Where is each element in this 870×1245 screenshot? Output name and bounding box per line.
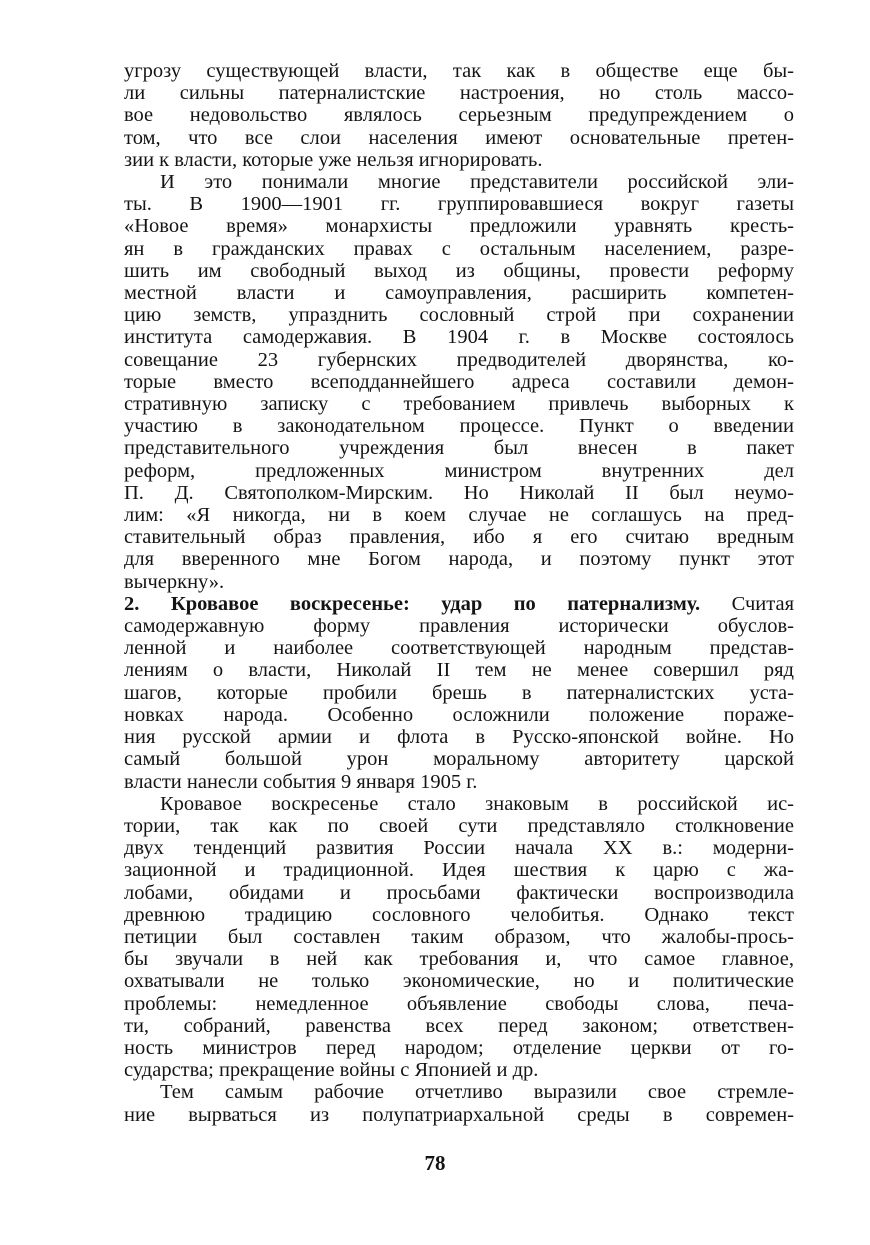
text-line: ленной и наиболее соответствующей народным представ- <box>124 637 794 660</box>
section-paragraph <box>124 593 794 793</box>
text-line: вычеркну». <box>124 570 225 593</box>
text-line: том, что все слои населения имеют основательные претен- <box>124 126 794 149</box>
text-line: И это понимали многие представители российской эли- <box>160 171 794 194</box>
text-line: ния русской армии и флота в Русско-японской войне. Но <box>124 726 794 749</box>
text-line: ты. В 1900—1901 гг. группировавшиеся вокруг газеты <box>124 193 794 216</box>
text-line: П. Д. Святополком-Мирским. Но Николай II был неумо- <box>124 481 794 504</box>
paragraph-1 <box>124 60 794 171</box>
page-body <box>124 60 794 1126</box>
text-line: торые вместо всеподданнейшего адреса составили демон- <box>124 370 794 393</box>
text-line: угрозу существующей власти, так как в обществе еще бы- <box>124 60 794 82</box>
page-number: 78 <box>424 1151 446 1175</box>
text-line: бы звучали в ней как требования и, что самое главное, <box>124 948 794 971</box>
text-line: местной власти и самоуправления, расширить компетен- <box>124 282 794 305</box>
paragraph-2 <box>124 171 794 593</box>
text-line: лим: «Я никогда, ни в коем случае не соглашусь на пред- <box>124 504 794 527</box>
text-line: вое недовольство являлось серьезным предупреждением о <box>124 104 794 127</box>
text-line: участию в законодательном процессе. Пункт о введении <box>124 415 794 438</box>
text-line: института самодержавия. В 1904 г. в Москве состоялось <box>124 326 794 349</box>
section-heading: 2. Кровавое воскресенье: удар по патернализму. <box>124 592 701 615</box>
text-line: самый большой урон моральному авторитету царской <box>124 748 794 771</box>
text-line: петиции был составлен таким образом, что жалобы-прось- <box>124 925 794 948</box>
text-line: ность министров перед народом; отделение церкви от го- <box>124 1036 794 1059</box>
text-line: реформ, предложенных министром внутренних дел <box>124 459 794 482</box>
text-line: лобами, обидами и просьбами фактически воспроизводила <box>124 881 794 904</box>
text-line: тории, так как по своей сути представляло столкновение <box>124 814 794 837</box>
text-line: стративную записку с требованием привлечь выборных к <box>124 393 794 416</box>
text-line: для вверенного мне Богом народа, и поэтому пункт этот <box>124 548 794 571</box>
text-line: зационной и традиционной. Идея шествия к царю с жа- <box>124 859 794 882</box>
text-line: власти нанесли события 9 января 1905 г. <box>124 770 478 793</box>
text-line: ние вырваться из полупатриархальной среды в современ- <box>124 1103 794 1126</box>
text-line: ли сильны патерналистские настроения, но столь массо- <box>124 82 794 105</box>
text-line: представительного учреждения был внесен в пакет <box>124 437 794 460</box>
text-line: зии к власти, которые уже нельзя игнорировать. <box>124 148 543 171</box>
text-line: ставительный образ правления, ибо я его считаю вредным <box>124 526 794 549</box>
text-line: древнюю традицию сословного челобитья. Однако текст <box>124 903 794 926</box>
text-line: двух тенденций развития России начала XX в.: модерни- <box>124 837 794 860</box>
text-line: сударства; прекращение войны с Японией и др. <box>124 1059 539 1082</box>
text-line: ти, собраний, равенства всех перед законом; ответствен- <box>124 1014 794 1037</box>
paragraph-5 <box>124 1081 794 1125</box>
text-line: «Новое время» монархисты предложили уравнять кресть- <box>124 215 794 238</box>
text-line: самодержавную форму правления исторически обуслов- <box>124 615 794 638</box>
text-line: ян в гражданских правах с остальным населением, разре- <box>124 237 794 260</box>
text-line: шагов, которые пробили брешь в патерналистских уста- <box>124 681 794 704</box>
text-line: лениям о власти, Николай II тем не менее совершил ряд <box>124 659 794 682</box>
text-fragment: Считая <box>731 592 794 615</box>
text-line: проблемы: немедленное объявление свободы слова, печа- <box>124 992 794 1015</box>
section-heading-line <box>124 593 794 615</box>
text-line: Тем самым рабочие отчетливо выразили свое стремле- <box>160 1081 794 1104</box>
paragraph-4 <box>124 793 794 1082</box>
text-line: Кровавое воскресенье стало знаковым в российской ис- <box>160 792 794 815</box>
text-line: совещание 23 губернских предводителей дворянства, ко- <box>124 348 794 371</box>
text-line: охватывали не только экономические, но и политические <box>124 970 794 993</box>
text-line: шить им свободный выход из общины, провести реформу <box>124 259 794 282</box>
text-line: новках народа. Особенно осложнили положение пораже- <box>124 703 794 726</box>
text-line: цию земств, упразднить сословный строй при сохранении <box>124 304 794 327</box>
